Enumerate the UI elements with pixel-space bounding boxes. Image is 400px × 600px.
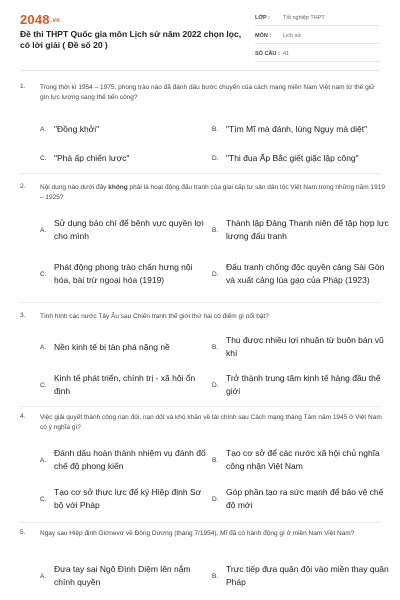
option-text: Trở thành trung tâm kinh tế hàng đầu thế giới	[226, 373, 381, 396]
option-letter: C.	[40, 154, 47, 162]
site-logo-tld: .vn	[50, 17, 61, 24]
option-c[interactable]	[40, 151, 210, 165]
option-text: Kinh tế phát triển, chính trị - xã hội ổn định	[54, 373, 196, 396]
question-text: Tình hình các nước Tây Âu sau Chiến tranh thế giới thứ hai có điểm gì nổi bật?	[40, 313, 269, 320]
option-letter: C.	[40, 270, 47, 278]
question-number: 3.	[20, 312, 26, 319]
meta-label: LỚP :	[255, 15, 270, 21]
option-text: Thu được nhiều lợi nhuận từ buôn bán vũ khí	[226, 335, 384, 358]
option-text: Đưa tay sai Ngô Đình Diệm lên nắm chính quyền	[54, 564, 191, 587]
option-letter: C.	[40, 381, 47, 389]
exam-header	[0, 0, 400, 64]
meta-row-class	[255, 11, 380, 26]
option-text: "Thi đua Ấp Bắc giết giặc lập công"	[226, 152, 359, 163]
question-separator	[20, 406, 380, 407]
question-text: Ngay sau Hiệp định Giơnevơ về Đông Dương (tháng 7/1954), Mĩ đã có hành động gì ở miền Nam Việt Nam?	[40, 530, 355, 537]
exam-title: Đề thi THPT Quốc gia môn Lịch sử năm 2022 chọn lọc, có lời giải ( Đề số 20 )	[20, 29, 242, 50]
option-text: Trực tiếp đưa quân đội vào miền thay quân Pháp	[226, 564, 389, 587]
meta-value: 41	[283, 51, 290, 57]
option-text: Đấu tranh chống độc quyền cảng Sài Gòn và xuất cảng lúa gạo của Pháp (1923)	[226, 262, 385, 285]
option-c[interactable]	[40, 485, 210, 513]
option-a[interactable]	[40, 116, 210, 142]
option-text: Tạo cơ sở thực lực để ký Hiệp định Sơ bộ với Pháp	[54, 487, 202, 510]
option-letter: D.	[212, 154, 219, 162]
option-letter: A.	[40, 456, 47, 464]
option-text: Nền kinh tế bị tàn phá nặng nề	[54, 341, 170, 352]
option-d[interactable]	[212, 485, 390, 513]
option-letter: D.	[212, 381, 219, 389]
option-letter: B.	[212, 572, 219, 580]
option-letter: A.	[40, 125, 47, 133]
question-text: Trong thời kì 1954 – 1975, phong trào nào đã đánh dấu bước chuyển của cách mạng miền Nam Việt nam từ thế giữ gìn lực lượng sang thế tiến công?	[40, 84, 375, 101]
option-text: Thành lập Đảng Thanh niên để tập hợp lực lượng đấu tranh	[226, 218, 389, 241]
option-letter: D.	[212, 270, 219, 278]
question-separator	[20, 302, 380, 303]
option-text: "Phá ấp chiến lược"	[54, 152, 130, 163]
exam-meta	[255, 11, 380, 65]
question-number: 2.	[20, 183, 26, 190]
option-b[interactable]	[212, 446, 390, 474]
option-text: Sử dụng báo chí để bênh vực quyền lợi cho mình	[54, 218, 204, 241]
option-d[interactable]	[212, 254, 390, 294]
option-b[interactable]	[212, 333, 390, 361]
option-d[interactable]	[212, 151, 390, 165]
option-text: Tạo cơ sở để các nước xã hội chủ nghĩa công nhận Việt Nam	[226, 448, 380, 471]
option-c[interactable]	[40, 371, 210, 399]
option-text: "Đồng khởi"	[54, 123, 100, 134]
question-separator	[20, 522, 380, 523]
option-letter: A.	[40, 572, 47, 580]
option-d[interactable]	[212, 371, 390, 399]
meta-value: Lịch sử	[283, 33, 302, 39]
site-logo[interactable]: 2048.vn	[20, 12, 61, 27]
header-divider	[20, 70, 380, 71]
option-b[interactable]	[212, 562, 390, 590]
meta-row-subject	[255, 29, 380, 44]
question-text-emphasis: không	[108, 184, 128, 191]
option-a[interactable]	[40, 562, 210, 590]
option-b[interactable]	[212, 116, 390, 142]
meta-label: MÔN :	[255, 33, 272, 39]
question-number: 1.	[20, 83, 26, 90]
option-a[interactable]	[40, 333, 210, 361]
question-text: Nội dung nào dưới đây không phải là hoạt động đấu tranh của giai cấp tư sản dân tộc Việt Nam trong những năm 1919 – 1925?	[40, 184, 385, 201]
question-separator	[20, 173, 380, 174]
option-letter: A.	[40, 226, 47, 234]
option-letter: A.	[40, 343, 47, 351]
option-a[interactable]	[40, 216, 210, 244]
option-letter: B.	[212, 226, 219, 234]
option-text: "Tìm Mĩ mà đánh, lùng Ngụy mà diệt"	[226, 123, 368, 134]
meta-label: SỐ CÂU :	[255, 51, 280, 57]
option-text: Góp phần tạo ra sức mạnh để bảo vệ chế độ mới	[226, 487, 384, 510]
question-number: 4.	[20, 413, 26, 420]
option-text: Phát động phong trào chấn hưng nội hóa, bài trừ ngoại hóa (1919)	[54, 262, 193, 285]
question-number: 5.	[20, 529, 26, 536]
option-b[interactable]	[212, 216, 390, 244]
option-a[interactable]	[40, 446, 210, 474]
option-letter: B.	[212, 343, 219, 351]
option-letter: B.	[212, 456, 219, 464]
meta-value: Tốt nghiệp THPT	[283, 15, 325, 21]
option-text: Đánh dấu hoàn thành nhiệm vụ đánh đổ chế độ phong kiến	[54, 448, 206, 471]
meta-row-count	[255, 47, 380, 62]
option-letter: B.	[212, 125, 219, 133]
option-letter: C.	[40, 495, 47, 503]
question-text: Việc giải quyết thành công nạn đói, nạn dốt và khó khăn về tài chính sau Cách mạng tháng Tám năm 1945 ở Việt Nam có ý nghĩa gì?	[40, 414, 382, 431]
option-letter: D.	[212, 495, 219, 503]
option-c[interactable]	[40, 254, 210, 294]
